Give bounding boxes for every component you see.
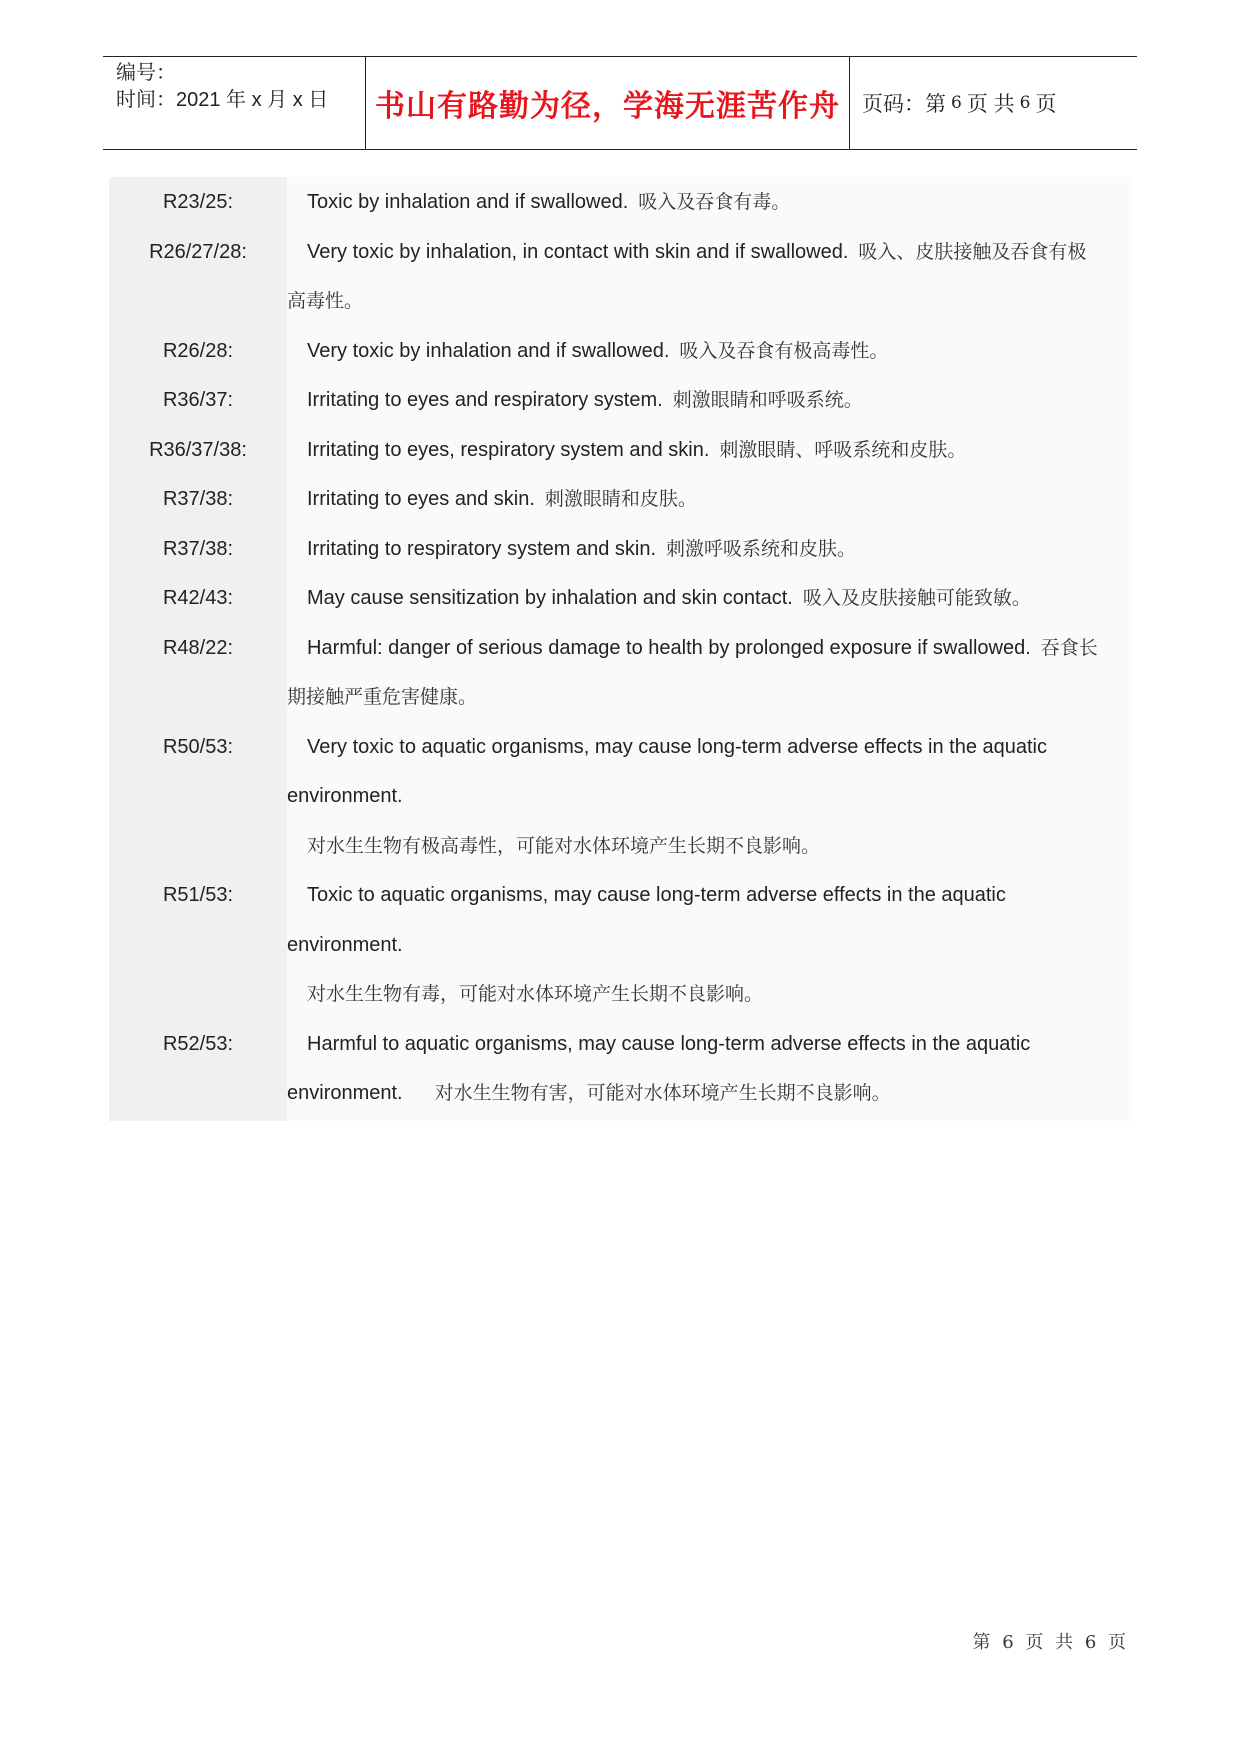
page-mid: 页 共 <box>966 93 1015 116</box>
chinese-text: 刺激呼吸系统和皮肤。 <box>666 537 857 560</box>
risk-code: R36/37/38: <box>149 438 247 461</box>
page-suffix: 页 <box>1035 93 1057 116</box>
risk-phrase-table <box>109 177 1132 1121</box>
risk-code: R37/38: <box>162 488 234 510</box>
risk-description-line <box>307 474 697 524</box>
chinese-text: 期接触严重危害健康。 <box>287 686 478 708</box>
chinese-text: 吸入及吞食有极高毒性。 <box>679 339 889 362</box>
page-header <box>103 56 1137 150</box>
page-footer: 第 6 页 共 6 页 <box>972 1632 1129 1653</box>
chinese-text: 刺激眼睛和皮肤。 <box>544 488 697 510</box>
chinese-text: 对水生生物有害，可能对水体环境产生长期不良影响。 <box>434 1082 891 1104</box>
risk-code: R37/38: <box>162 537 234 560</box>
english-text: Toxic by inhalation and if swallowed. <box>307 191 629 213</box>
risk-code: R26/27/28: <box>149 240 247 263</box>
risk-description-line <box>287 276 363 326</box>
chinese-text: 对水生生物有极高毒性，可能对水体环境产生长期不良影响。 <box>307 834 821 857</box>
motto-title: 书山有路勤为径，学海无涯苦作舟 <box>365 57 850 149</box>
risk-description-line <box>307 425 966 475</box>
english-text: Very toxic to aquatic organisms, may cause long-term adverse effects in the aquatic <box>307 735 1047 758</box>
english-text: Very toxic by inhalation and if swallowed. <box>307 339 670 362</box>
header-meta <box>103 57 365 152</box>
risk-description-line <box>307 524 856 574</box>
risk-description-line <box>307 326 888 376</box>
english-text: Harmful to aquatic organisms, may cause long-term adverse effects in the aquatic <box>307 1032 1031 1055</box>
risk-description-line <box>287 920 403 970</box>
risk-code: R42/43: <box>162 587 234 609</box>
risk-description-line <box>287 771 403 821</box>
risk-description-line <box>307 722 1047 772</box>
chinese-text: 对水生生物有毒，可能对水体环境产生长期不良影响。 <box>307 983 764 1005</box>
chinese-text: 吸入、皮肤接触及吞食有极 <box>858 240 1087 263</box>
risk-description-line <box>307 870 1006 920</box>
english-text: Irritating to eyes and skin. <box>307 488 535 510</box>
english-text: Harmful: danger of serious damage to health by prolonged exposure if swallowed. <box>307 636 1031 659</box>
english-text: Irritating to respiratory system and skin. <box>307 537 657 560</box>
chinese-text: 吸入及吞食有毒。 <box>638 191 791 213</box>
risk-description-line <box>287 672 477 722</box>
english-text: Very toxic by inhalation, in contact with skin and if swallowed. <box>307 240 849 263</box>
risk-description-line <box>307 1019 1030 1069</box>
risk-description-line <box>307 821 820 871</box>
time-label: 时间：2021 年 x 月 x 日 <box>116 89 329 111</box>
english-text: Toxic to aquatic organisms, may cause long-term adverse effects in the aquatic <box>307 884 1006 906</box>
chinese-text: 刺激眼睛和呼吸系统。 <box>672 389 863 411</box>
risk-code: R50/53: <box>162 735 234 758</box>
risk-description-line <box>287 1068 891 1118</box>
risk-description-line <box>307 375 863 425</box>
risk-code: R23/25: <box>162 191 234 213</box>
chinese-text: 刺激眼睛、呼吸系统和皮肤。 <box>719 438 967 461</box>
page-current: 6 <box>951 93 962 113</box>
risk-code: R26/28: <box>162 339 234 362</box>
english-text: environment. <box>287 1082 403 1104</box>
risk-code: R52/53: <box>162 1032 234 1055</box>
risk-code: R36/37: <box>162 389 234 411</box>
risk-code: R48/22: <box>162 636 234 659</box>
english-text: environment. <box>287 933 403 956</box>
english-text: Irritating to eyes, respiratory system and skin. <box>307 438 710 461</box>
risk-code: R51/53: <box>162 884 234 906</box>
page-prefix: 页码：第 <box>862 93 946 116</box>
chinese-text: 高毒性。 <box>287 290 364 312</box>
risk-description-line <box>307 573 1031 623</box>
english-text: environment. <box>287 785 403 807</box>
chinese-text: 吸入及皮肤接触可能致敏。 <box>802 587 1031 609</box>
number-label: 编号： <box>116 62 176 84</box>
chinese-text: 吞食长 <box>1040 636 1098 659</box>
page-indicator <box>849 57 1137 149</box>
risk-description-line <box>307 969 763 1019</box>
english-text: May cause sensitization by inhalation and skin contact. <box>307 587 793 609</box>
risk-description-line <box>307 227 1086 277</box>
risk-description-line <box>307 177 790 227</box>
page-total: 6 <box>1019 93 1031 113</box>
english-text: Irritating to eyes and respiratory system. <box>307 389 663 411</box>
risk-description-line <box>307 623 1098 673</box>
